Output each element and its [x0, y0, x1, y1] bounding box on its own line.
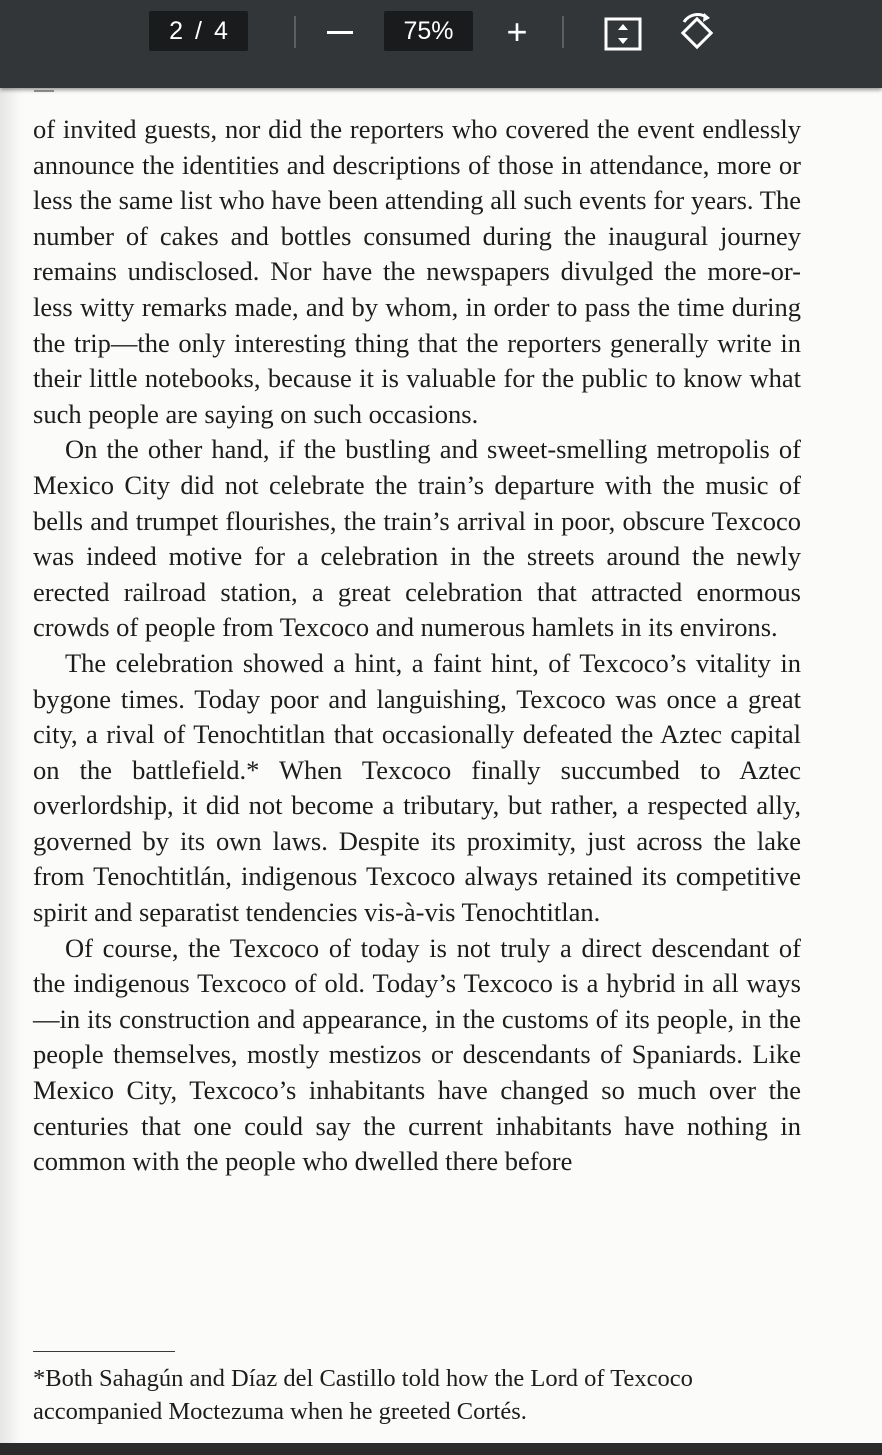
paragraph: of invited guests, nor did the reporters who covered the event endlessly announce the identities and descriptions of those in attendance, more or less the same list who have been attending all such events for years. The number of cakes and bottles consumed during the inaugural journey remains undisclosed. Nor have the newspapers divulged the more-or-less witty remarks made, and by whom, in order to pass the time during the trip—the only interesting thing that the reporters generally write in their little notebooks, because it is valuable for the public to know what such people are saying on such occasions.: [33, 114, 801, 429]
page-indicator[interactable]: [149, 11, 248, 51]
toolbar-divider: [562, 16, 564, 48]
toolbar-divider: [294, 16, 296, 48]
zoom-level-field[interactable]: 75%: [384, 11, 473, 51]
page-separator: /: [195, 16, 202, 45]
page-body-text: [33, 112, 801, 1180]
total-pages: 4: [213, 16, 228, 45]
rotate-button[interactable]: [675, 12, 719, 54]
fit-to-page-icon: [604, 17, 642, 51]
paragraph: Of course, the Texcoco of today is not truly a direct descendant of the indigenous Texcoco of old. Today’s Texcoco is a hybrid in all ways—in its construction and appearance, in the customs of its people, in the people themselves, mostly mestizos or descendants of Spaniards. Like Mexico City, Texcoco’s inhabitants have changed so much over the centuries that one could say the current inhabitants have nothing in common with the people who dwelled there before: [33, 932, 801, 1177]
viewer-toolbar: [0, 0, 882, 88]
current-page-number[interactable]: 2: [169, 16, 184, 45]
minus-icon: [327, 31, 353, 34]
zoom-in-button[interactable]: +: [506, 11, 528, 52]
paragraph: The celebration showed a hint, a faint hint, of Texcoco’s vitality in bygone times. Today poor and languishing, Texcoco was once a great city, a rival of Tenochtitlan that occasionally defeated the Aztec capital on the battlefield.* When Texcoco finally succumbed to Aztec overlordship, it did not become a tributary, but rather, a respected ally, governed by its own laws. Despite its proximity, just across the lake from Tenochtitlán, indigenous Texcoco always retained its competitive spirit and separatist tendencies vis-à-vis Tenochtitlan.: [33, 647, 801, 928]
zoom-out-button[interactable]: [320, 12, 360, 52]
footnote-divider: [33, 1351, 175, 1352]
rotate-icon: [676, 13, 718, 53]
fit-to-page-button[interactable]: [603, 14, 643, 54]
paragraph: On the other hand, if the bustling and sweet-smelling metropolis of Mexico City did not celebrate the train’s departure with the music of bells and trumpet flourishes, the train’s arrival in poor, obscure Texcoco was indeed motive for a celebration in the streets around the newly erected railroad station, a great celebration that attracted enormous crowds of people from Texcoco and numerous hamlets in its environs.: [33, 434, 801, 643]
footnote: *Both Sahagún and Díaz del Castillo told how the Lord of Texcoco accompanied Moctezuma when he greeted Cortés.: [33, 1365, 693, 1425]
page-scan-edge: [0, 88, 22, 1443]
page-mark: [34, 90, 54, 92]
viewer-bottom-edge: [0, 1443, 882, 1455]
